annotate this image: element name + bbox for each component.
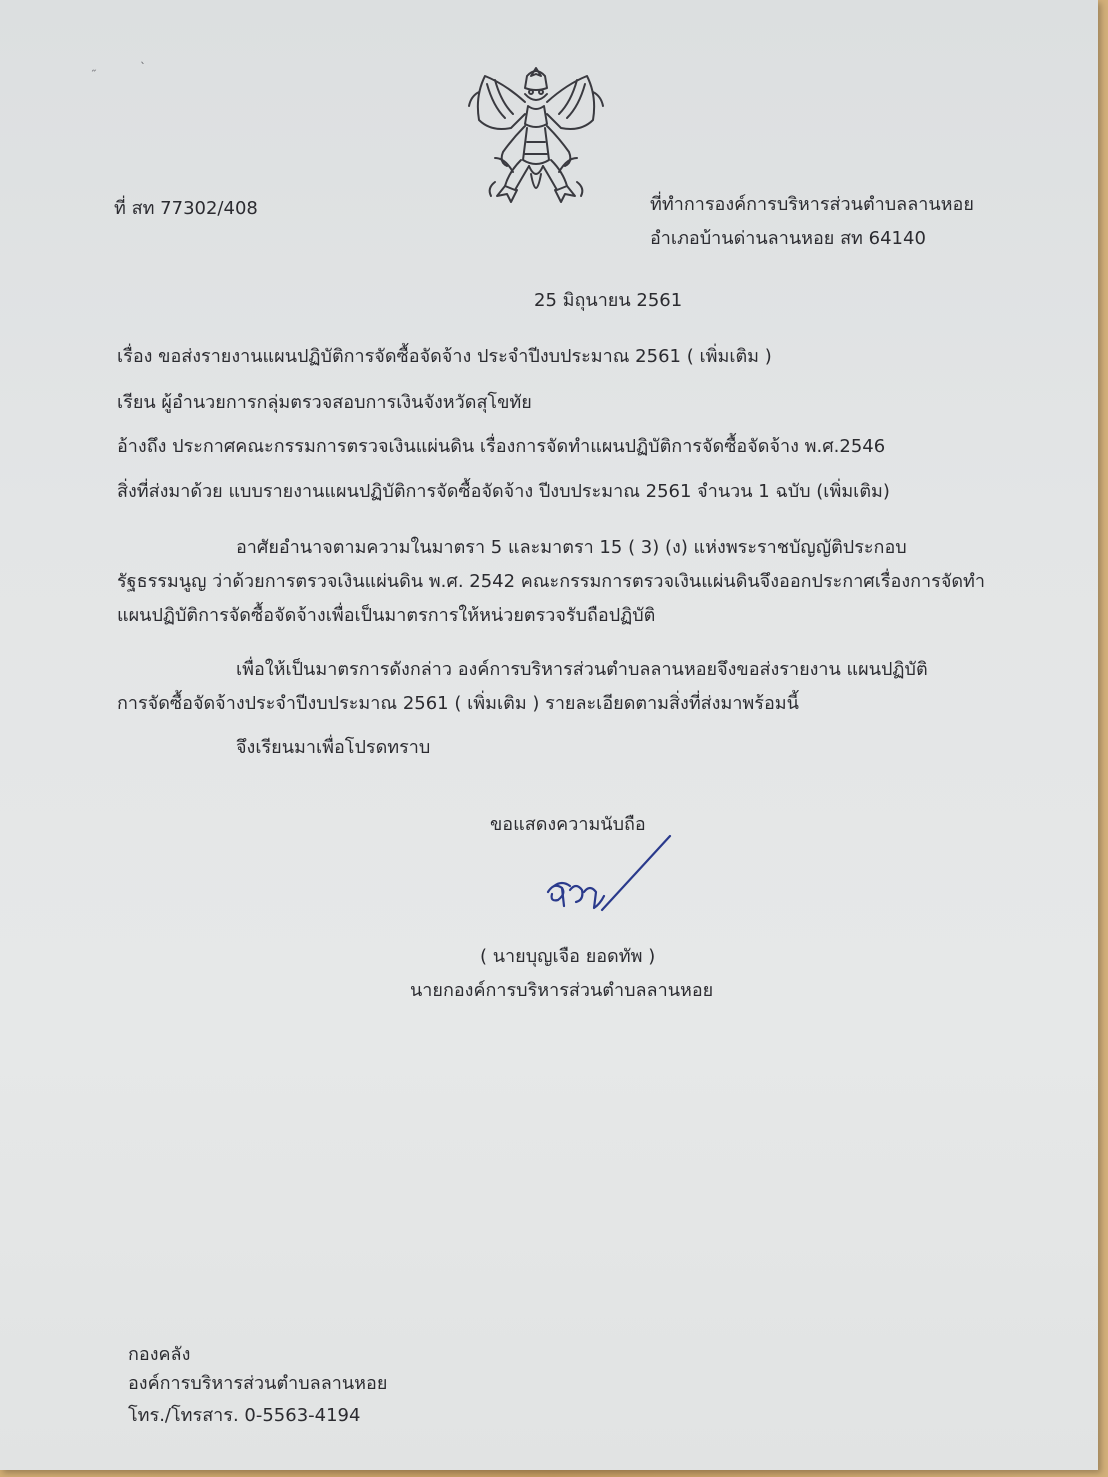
letter-reference: อ้างถึง ประกาศคณะกรรมการตรวจเงินแผ่นดิน เรื่องการจัดทำแผนปฏิบัติการจัดซื้อจัดจ้าง พ.ศ.2546 bbox=[117, 436, 886, 457]
footer-phone: โทร./โทรสาร. 0-5563-4194 bbox=[128, 1405, 361, 1426]
letter-date: 25 มิถุนายน 2561 bbox=[534, 290, 683, 311]
signatory-title: นายกองค์การบริหารส่วนตำบลลานหอย bbox=[410, 980, 714, 1001]
body-paragraph-1-line-2: รัฐธรรมนูญ ว่าด้วยการตรวจเงินแผ่นดิน พ.ศ. 2542 คณะกรรมการตรวจเงินแผ่นดินจึงออกประกาศเรื่องการจัดทำ bbox=[117, 571, 986, 592]
signatory-name: ( นายบุญเจือ ยอดทัพ ) bbox=[480, 946, 656, 967]
paper-speck: ˶ bbox=[92, 62, 96, 76]
letter-recipient: เรียน ผู้อำนวยการกลุ่มตรวจสอบการเงินจังหวัดสุโขทัย bbox=[117, 392, 532, 413]
reference-number: ที่ สท 77302/408 bbox=[114, 198, 258, 219]
sender-address-line1: ที่ทำการองค์การบริหารส่วนตำบลลานหอย bbox=[650, 194, 974, 215]
paper-speck: ˎ bbox=[140, 50, 146, 64]
footer-organization: องค์การบริหารส่วนตำบลลานหอย bbox=[128, 1373, 388, 1394]
sender-address-line2: อำเภอบ้านด่านลานหอย สท 64140 bbox=[650, 228, 926, 249]
closing-request: จึงเรียนมาเพื่อโปรดทราบ bbox=[236, 737, 431, 758]
complimentary-close: ขอแสดงความนับถือ bbox=[490, 814, 646, 835]
letter-enclosure: สิ่งที่ส่งมาด้วย แบบรายงานแผนปฏิบัติการจัดซื้อจัดจ้าง ปีงบประมาณ 2561 จำนวน 1 ฉบับ (เพิ่มเติม) bbox=[117, 481, 890, 502]
body-paragraph-2-line-2: การจัดซื้อจัดจ้างประจำปีงบประมาณ 2561 ( เพิ่มเติม ) รายละเอียดตามสิ่งที่ส่งมาพร้อมนี้ bbox=[117, 693, 799, 714]
letter-subject: เรื่อง ขอส่งรายงานแผนปฏิบัติการจัดซื้อจัดจ้าง ประจำปีงบประมาณ 2561 ( เพิ่มเติม ) bbox=[117, 346, 772, 367]
footer-department: กองคลัง bbox=[128, 1344, 191, 1365]
garuda-emblem-icon bbox=[465, 62, 607, 214]
body-paragraph-1-line-1: อาศัยอำนาจตามความในมาตรา 5 และมาตรา 15 ( 3) (ง) แห่งพระราชบัญญัติประกอบ bbox=[236, 537, 907, 558]
body-paragraph-2-line-1: เพื่อให้เป็นมาตรการดังกล่าว องค์การบริหารส่วนตำบลลานหอยจึงขอส่งรายงาน แผนปฏิบัติ bbox=[236, 659, 928, 680]
body-paragraph-1-line-3: แผนปฏิบัติการจัดซื้อจัดจ้างเพื่อเป็นมาตรการให้หน่วยตรวจรับถือปฏิบัติ bbox=[117, 605, 656, 626]
handwritten-signature bbox=[540, 830, 680, 920]
